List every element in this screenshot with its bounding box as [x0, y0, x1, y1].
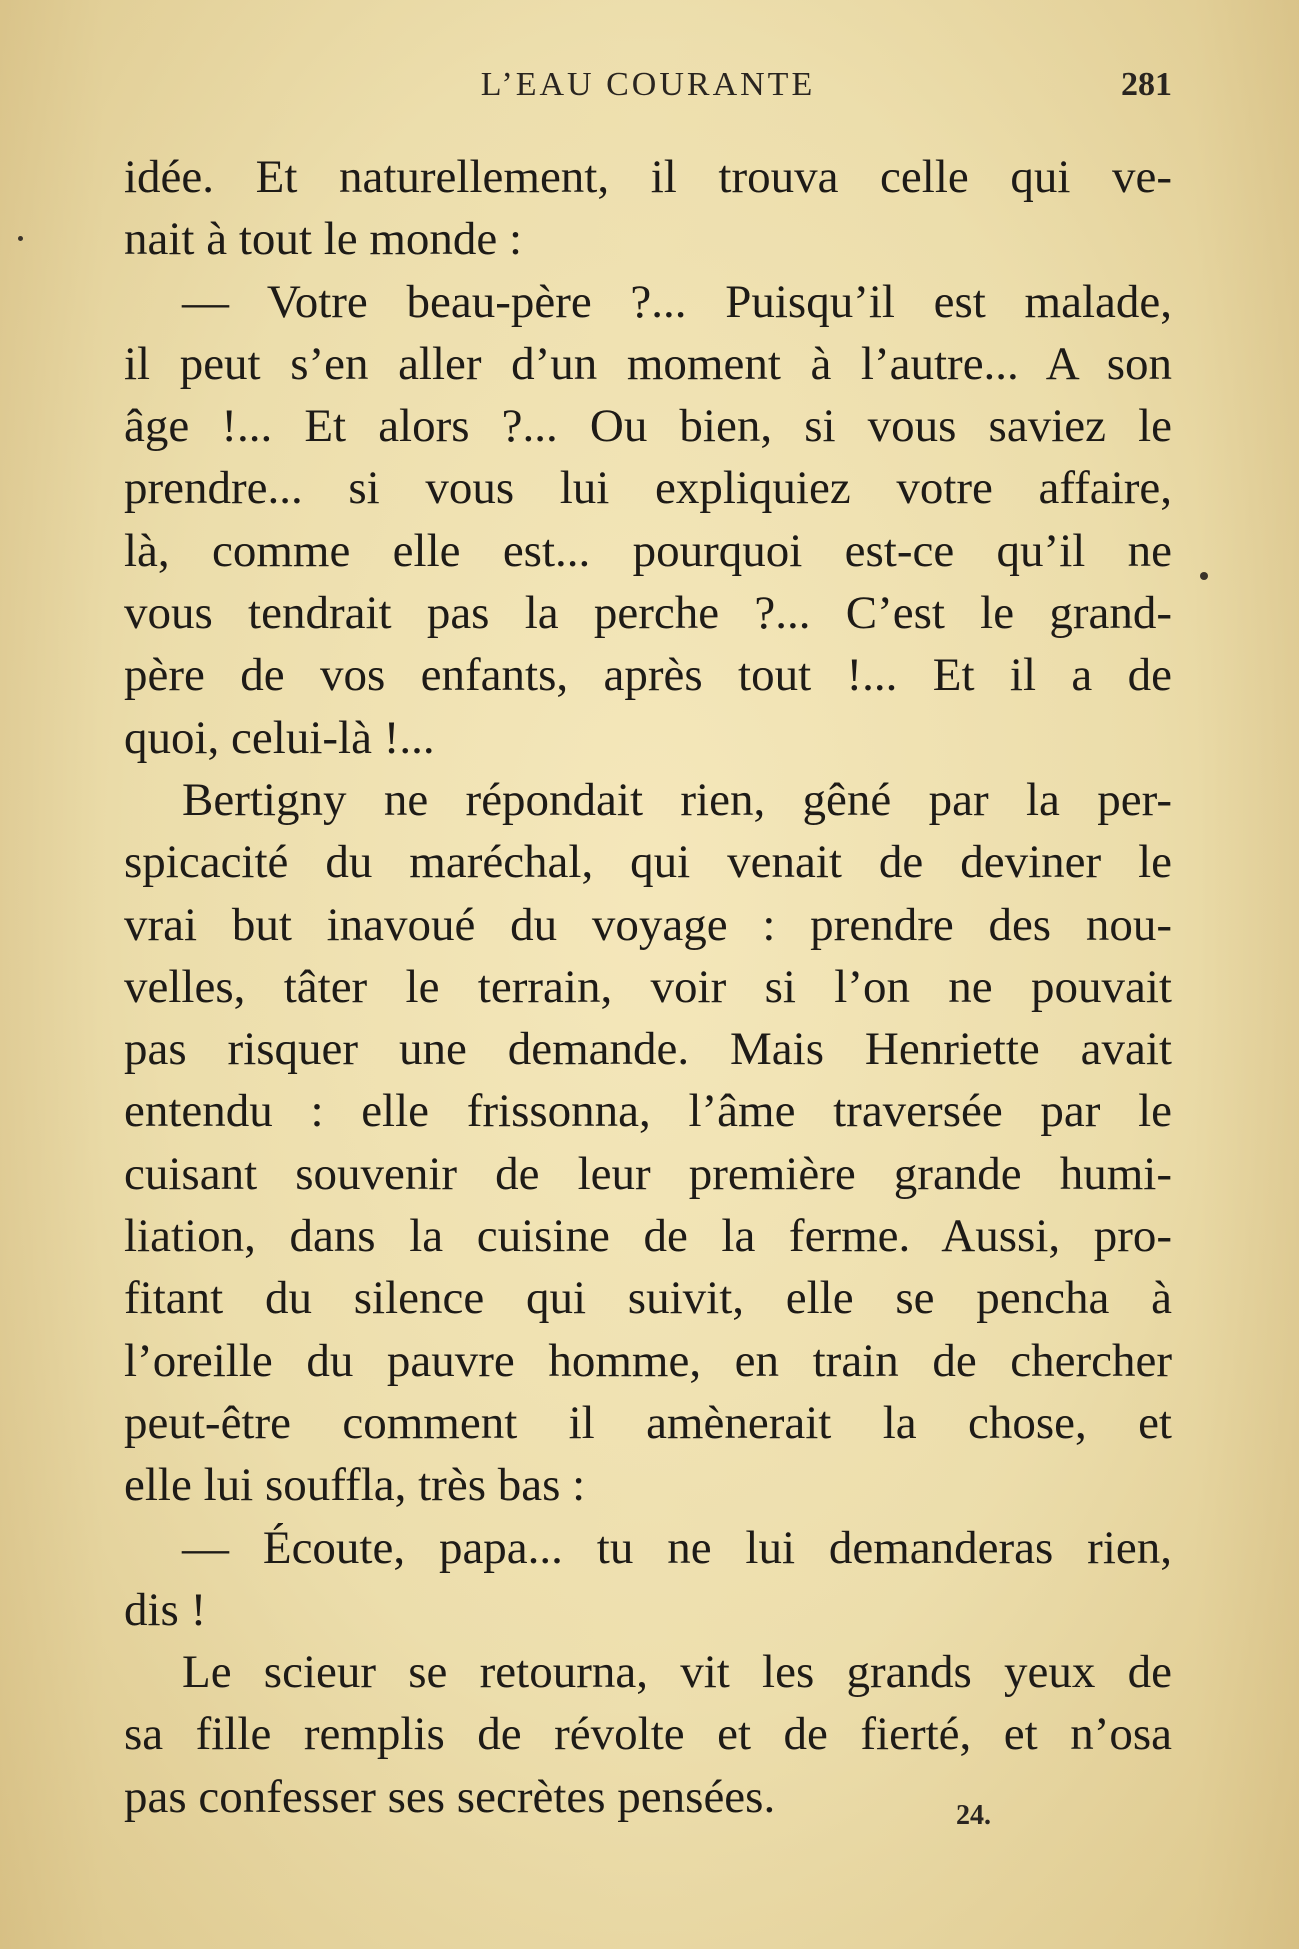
ink-speck	[18, 236, 23, 241]
text-line: pas confesser ses secrètes pensées.	[124, 1770, 776, 1823]
text-line: liation, dans la cuisine de la ferme. Aussi, pro-	[124, 1210, 1172, 1263]
running-title: L’EAU COURANTE	[480, 66, 816, 103]
body-text	[124, 146, 1172, 1828]
text-line: pas risquer une demande. Mais Henriette avait	[124, 1023, 1172, 1076]
text-line: âge !... Et alors ?... Ou bien, si vous saviez le	[124, 400, 1172, 453]
page-header	[124, 66, 1172, 116]
text-line: prendre... si vous lui expliquiez votre affaire,	[124, 462, 1172, 515]
text-line: fitant du silence qui suivit, elle se pencha à	[124, 1272, 1172, 1325]
text-line: sa fille remplis de révolte et de fierté, et n’osa	[124, 1708, 1172, 1761]
text-line: velles, tâter le terrain, voir si l’on ne pouvait	[124, 960, 1172, 1013]
text-line: entendu : elle frissonna, l’âme traversée par le	[124, 1085, 1172, 1138]
text-line: cuisant souvenir de leur première grande humi-	[124, 1147, 1172, 1200]
text-line: quoi, celui-là !...	[124, 711, 435, 764]
ink-speck	[1200, 572, 1208, 580]
text-line: l’oreille du pauvre homme, en train de chercher	[124, 1334, 1172, 1387]
text-line: vrai but inavoué du voyage : prendre des nou-	[124, 898, 1172, 951]
signature-mark: 24.	[956, 1800, 991, 1831]
text-line: dis !	[124, 1583, 207, 1636]
text-line: Le scieur se retourna, vit les grands yeux de	[182, 1646, 1172, 1699]
text-line: idée. Et naturellement, il trouva celle qui ve-	[124, 151, 1172, 203]
text-line: vous tendrait pas la perche ?... C’est le grand-	[124, 587, 1172, 640]
text-line: père de vos enfants, après tout !... Et il a de	[124, 649, 1172, 702]
text-line: Bertigny ne répondait rien, gêné par la per-	[182, 773, 1172, 826]
text-line: — Écoute, papa... tu ne lui demanderas rien,	[182, 1521, 1172, 1574]
text-line: peut-être comment il amènerait la chose, et	[124, 1396, 1172, 1449]
text-line: spicacité du maréchal, qui venait de deviner le	[124, 836, 1172, 889]
text-line: elle lui souffla, très bas :	[124, 1459, 586, 1512]
text-line: il peut s’en aller d’un moment à l’autre... A son	[124, 337, 1172, 390]
text-line: nait à tout le monde :	[124, 213, 523, 266]
page-number: 281	[1121, 66, 1172, 103]
text-line: là, comme elle est... pourquoi est-ce qu’il ne	[124, 524, 1172, 577]
text-line: — Votre beau-père ?... Puisqu’il est malade,	[182, 275, 1172, 328]
